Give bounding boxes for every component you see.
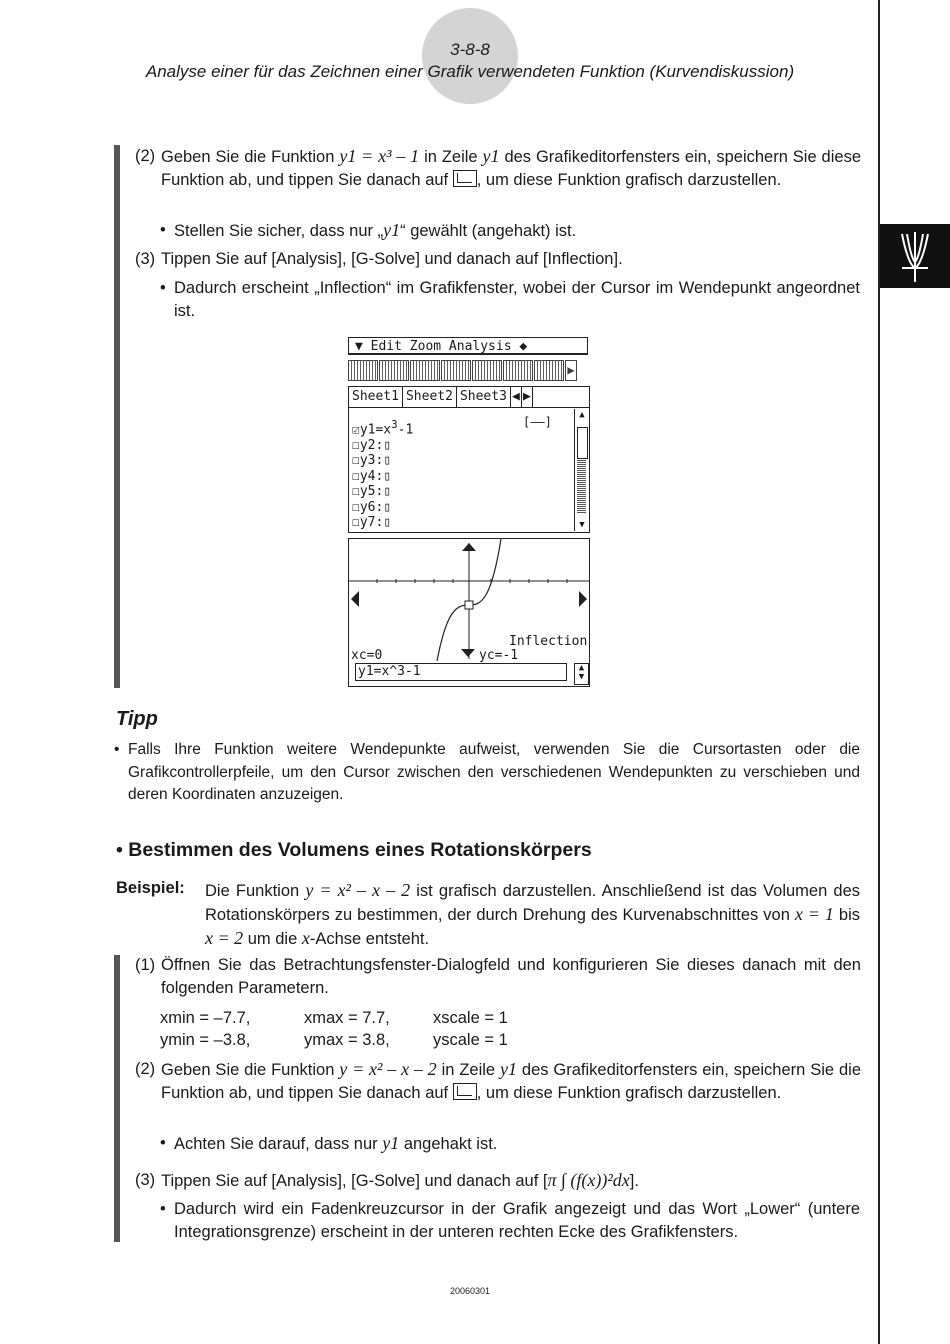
section-title: • Bestimmen des Volumens eines Rotationskörpers (116, 839, 592, 861)
tab-right-arrow-icon[interactable]: ▶ (522, 387, 533, 407)
toolbar-next-arrow-icon[interactable]: ▶ (565, 360, 577, 381)
function-row-y5[interactable]: ☐y5:▯ (352, 484, 392, 500)
sheet-tabs (349, 387, 589, 408)
graph-function-icon (880, 224, 950, 288)
step-3: (3) Tippen Sie auf [Analysis], [G-Solve] und danach auf [Inflection]. (135, 250, 623, 268)
viewwindow-params: xmin = –7.7, xmax = 7.7, xscale = 1 ymin = –3.8, ymax = 3.8, yscale = 1 (160, 1009, 508, 1049)
function-list (352, 417, 413, 531)
menu-items[interactable]: Edit Zoom Analysis (370, 339, 512, 354)
function-row-y6[interactable]: ☐y6:▯ (352, 499, 392, 515)
tab-left-arrow-icon[interactable]: ◀ (511, 387, 522, 407)
tipp-text: • Falls Ihre Funktion weitere Wendepunkte aufweist, verwenden Sie die Cursortasten oder die Grafikcontrollerpfeile, um den Cursor zwischen den verschiedenen Wendepunkten zu verschieben und deren Koordinaten anzuzeigen. (114, 741, 860, 803)
calculator-screenshot (346, 337, 592, 687)
menu-diamond-icon[interactable]: ◆ (519, 339, 528, 354)
xc-readout: xc=0 (351, 648, 383, 663)
graph-right-arrow-icon (579, 591, 587, 607)
step-2-bullet: • Stellen Sie sicher, dass nur „y1“ gewählt (angehakt) ist. (160, 220, 577, 240)
toolbar-button[interactable] (441, 360, 471, 381)
menu-bar[interactable] (348, 337, 588, 355)
toolbar-button[interactable] (410, 360, 440, 381)
function-entry-field[interactable]: y1=x^3-1 (355, 663, 567, 681)
graph-status-label: Inflection (509, 634, 588, 649)
page-number: 3-8-8 (450, 40, 490, 59)
step-block-bar (114, 145, 120, 688)
graph-window[interactable] (348, 538, 590, 687)
section-step-2: (2) Geben Sie die Funktion y = x² – x – 2 in Zeile y1 des Grafikeditorfensters ein, speichern Sie die Funktion ab, und tippen Sie danach auf , um diese Funktion grafisch darzustellen. (135, 1059, 861, 1102)
function-row-y3[interactable]: ☐y3:▯ (352, 453, 392, 469)
toolbar-button[interactable] (503, 360, 533, 381)
tab-sheet3[interactable]: Sheet3 (457, 387, 511, 407)
beispiel-text: Die Funktion y = x² – x – 2 ist grafisch darzustellen. Anschließend ist das Volumen des Rotationskörpers zu bestimmen, der durch Drehung des Kurvenabschnittes von x = 1 bis x = 2 um die x-Achse entsteht. (205, 880, 860, 948)
beispiel-label: Beispiel: (116, 879, 185, 897)
graph-button-icon[interactable] (453, 1083, 477, 1100)
function-row-y7[interactable]: ☐y7:▯ (352, 515, 392, 531)
scroll-up-icon[interactable]: ▲ (579, 410, 585, 420)
section-step-2-bullet: • Achten Sie darauf, dass nur y1 angehakt ist. (160, 1133, 498, 1153)
tipp-heading: Tipp (116, 708, 158, 730)
line-style-marker[interactable]: [——] (523, 415, 552, 429)
graph-editor-window (348, 386, 590, 533)
function-row-y4[interactable]: ☐y4:▯ (352, 468, 392, 484)
section-step-1: (1) Öffnen Sie das Betrachtungsfenster-Dialogfeld und konfigurieren Sie dieses danach mit den folgenden Parametern. (135, 956, 861, 997)
editor-scrollbar[interactable] (574, 409, 589, 531)
step-2: (2) Geben Sie die Funktion y1 = x³ – 1 in Zeile y1 des Grafikeditorfensters ein, speichern Sie diese Funktion ab, und tippen Sie danach auf , um diese Funktion grafisch darzustellen. (135, 146, 862, 189)
page-right-rule (878, 0, 880, 1344)
chapter-tab (880, 224, 950, 288)
graph-up-arrow-icon (462, 543, 476, 551)
yc-readout: yc=-1 (479, 648, 519, 663)
toolbar-button[interactable] (379, 360, 409, 381)
graph-down-arrow-icon (461, 649, 475, 657)
toolbar-button[interactable] (472, 360, 502, 381)
toolbar-button[interactable] (534, 360, 564, 381)
section-step-3: (3) Tippen Sie auf [Analysis], [G-Solve] und danach auf [π ∫ (f(x))²dx]. (135, 1170, 639, 1190)
section-step-3-bullet: • Dadurch wird ein Fadenkreuzcursor in der Grafik angezeigt und das Wort „Lower“ (untere Integrationsgrenze) erscheint in der unteren rechten Ecke des Grafikfensters. (160, 1200, 860, 1241)
step-block-bar (114, 955, 120, 1242)
function-row-y1[interactable]: $☑y1=x^3-1$ (352, 418, 414, 438)
tab-sheet2[interactable]: Sheet2 (403, 387, 457, 407)
function-row-y2[interactable]: ☐y2:▯ (352, 437, 392, 453)
scroll-down-icon[interactable]: ▼ (579, 520, 585, 530)
scroll-thumb[interactable] (577, 427, 588, 459)
entry-scroll-icon[interactable]: ▲ ▼ (574, 663, 589, 685)
toolbar (348, 360, 592, 382)
graph-button-icon[interactable] (453, 170, 477, 187)
tab-sheet1[interactable]: Sheet1 (349, 387, 403, 407)
toolbar-button[interactable] (348, 360, 378, 381)
graph-left-arrow-icon (351, 591, 359, 607)
menu-chevron-icon[interactable]: ▼ (355, 339, 363, 354)
footer-code: 20060301 (449, 1286, 491, 1296)
step-3-bullet: • Dadurch erscheint „Inflection“ im Grafikfenster, wobei der Cursor im Wendepunkt angeordnet ist. (160, 279, 860, 320)
page-title: Analyse einer für das Zeichnen einer Grafik verwendeten Funktion (Kurvendiskussion) (145, 62, 795, 81)
